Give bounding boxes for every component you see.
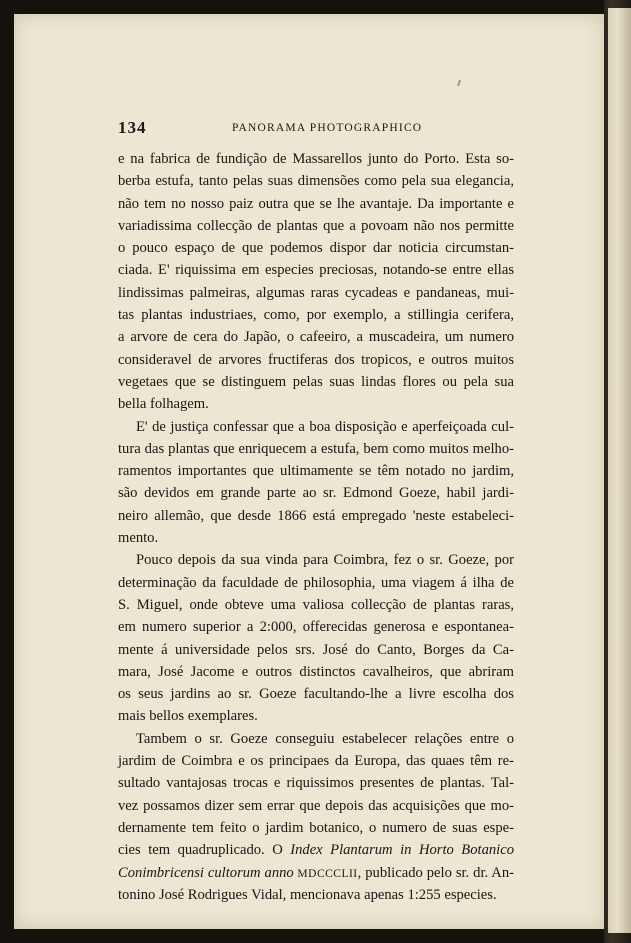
text-line: berba estufa, tanto pelas suas dimensões como pela sua elegancia, [118,173,514,190]
text-line: variadissima collecção de plantas que a povoam não nos permitte [118,217,514,234]
body-text [118,148,514,906]
text-line: Pouco depois da sua vinda para Coimbra, fez o sr. Goeze, por [136,552,514,569]
text-line: vegetaes que se distinguem pelas suas lindas flores ou pela sua [118,373,514,390]
text-line: consideravel de arvores fructiferas dos tropicos, e outros muitos [118,351,514,368]
text-line: e na fabrica de fundição de Massarellos junto do Porto. Esta so- [118,151,514,167]
text-line: dernamente tem feito o jardim botanico, o numero de suas espe- [118,819,514,836]
text-line: sultado vantajosas trocas e riquissimos presentes de plantas. Tal- [118,775,514,792]
text-line: lindissimas palmeiras, algumas raras cycadeas e pandaneas, mui- [118,284,514,301]
running-head: PANORAMA PHOTOGRAPHICO [232,122,423,134]
text-line: bella folhagem. [118,396,209,413]
text-line: são devidos em grande parte ao sr. Edmond Goeze, habil jardi- [118,485,514,502]
text-line: E' de justiça confessar que a boa disposição e aperfeiçoada cul- [136,418,514,435]
text-line: mento. [118,530,159,547]
text-line: jardim de Coimbra e os principaes da Europa, das quaes têm re- [118,753,514,770]
text-line: tonino José Rodrigues Vidal, mencionava apenas 1:255 especies. [118,886,497,903]
text-line: a arvore de cera do Japão, o cafeeiro, a muscadeira, um numero [118,329,514,346]
text-segment: , publicado pelo sr. dr. An- [357,864,514,881]
text-line: determinação da faculdade de philosophia, uma viagem á ilha de [118,574,514,591]
italic-title-cont: Conimbricensi cultorum anno [118,864,294,881]
text-line: mente á universidade pelos srs. José do Canto, Borges da Ca- [118,641,514,658]
text-line: tas plantas industriaes, como, por exemplo, a stillingia cerifera, [118,307,514,324]
text-line: os seus jardins ao sr. Goeze facultando-lhe a livre escolha dos [118,686,514,703]
page-number: 134 [118,118,147,137]
text-line: vez possamos dizer sem errar que depois das acquisições que mo- [118,797,514,814]
text-line: neiro allemão, que desde 1866 está empregado 'neste estabeleci- [118,507,514,524]
next-page-edge [608,8,631,933]
text-line: mais bellos exemplares. [118,708,258,725]
text-line: ciada. E' riquissima em especies preciosas, notando-se entre ellas [118,262,514,279]
text-line: Tambem o sr. Goeze conseguiu estabelecer relações entre o [136,730,514,747]
text-line: mara, José Jacome e outros distinctos cavalheiros, que abriram [118,663,514,680]
text-line-with-title [118,839,514,861]
text-line-with-title [118,862,514,884]
roman-year: MDCCCLII [293,867,358,880]
text-segment: cies tem quadruplicado. O [118,842,291,859]
text-line: não tem no nosso paiz outra que se lhe avantaje. Da importante e [118,195,514,212]
text-line: ramentos importantes que ultimamente se têm notado no jardim, [118,463,514,480]
italic-title: Index Plantarum in Horto Botanico [290,842,514,859]
page-header [118,118,514,140]
text-line: tura das plantas que enriquecem a estufa, bem como muitos melho- [118,440,514,457]
text-line: o pouco espaço de que podemos dispor dar noticia circumstan- [118,240,514,257]
text-line: S. Miguel, onde obteve uma valiosa collecção de plantas raras, [118,596,514,613]
text-line: em numero superior a 2:000, offerecidas generosa e espontanea- [118,619,514,636]
